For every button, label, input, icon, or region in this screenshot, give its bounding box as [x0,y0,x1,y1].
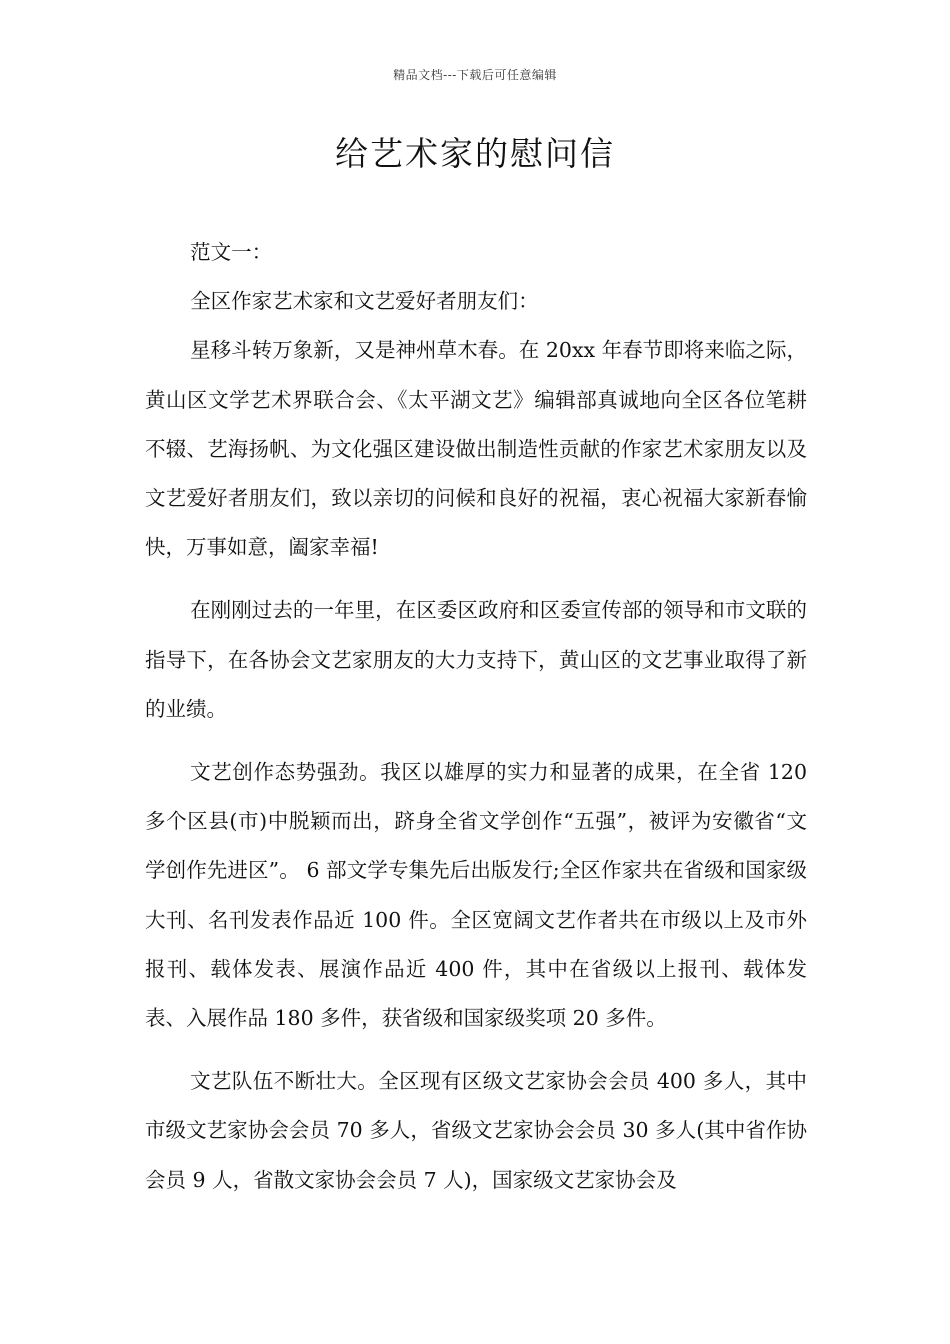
paragraph: 文艺队伍不断壮大。全区现有区级文艺家协会会员 400 多人，其中市级文艺家协会会员 70 多人，省级文艺家协会会员 30 多人(其中省作协会员 9 人，省散文家协会会员 7 人)，国家级文艺家协会及 [145,1069,807,1192]
letter-body [145,228,807,1219]
header-note: 精品文档---下载后可任意编辑 [393,68,557,82]
salutation: 全区作家艺术家和文艺爱好者朋友们： [190,289,539,314]
section-label: 范文一： [190,240,273,264]
paragraph: 星移斗转万象新，又是神州草木春。在 20xx 年春节即将来临之际，黄山区文学艺术界联合会、《太平湖文艺》编辑部真诚地向全区各位笔耕不辍、艺海扬帆、为文化强区建设做出制造性贡献的作家艺术家朋友以及文艺爱好者朋友们，致以亲切的问候和良好的祝福，衷心祝福大家新春愉快，万事如意，阖家幸福! [145,338,807,560]
paragraph: 文艺创作态势强劲。我区以雄厚的实力和显著的成果，在全省 120 多个区县(市)中脱颖而出，跻身全省文学创作“五强”，被评为安徽省“文学创作先进区”。 6 部文学专集先后出版发行;全区作家共在省级和国家级大刊、名刊发表作品近 100 件。全区宽阔文艺作者共在市级以上及市外报刊、载体发表、展演作品近 400 件，其中在省级以上报刊、载体发表、入展作品 180 多件，获省级和国家级奖项 20 多件。 [145,760,807,1031]
page-title: 给艺术家的慰问信 [335,134,615,173]
paragraph: 在刚刚过去的一年里，在区委区政府和区委宣传部的领导和市文联的指导下，在各协会文艺家朋友的大力支持下，黄山区的文艺事业取得了新的业绩。 [145,598,807,721]
